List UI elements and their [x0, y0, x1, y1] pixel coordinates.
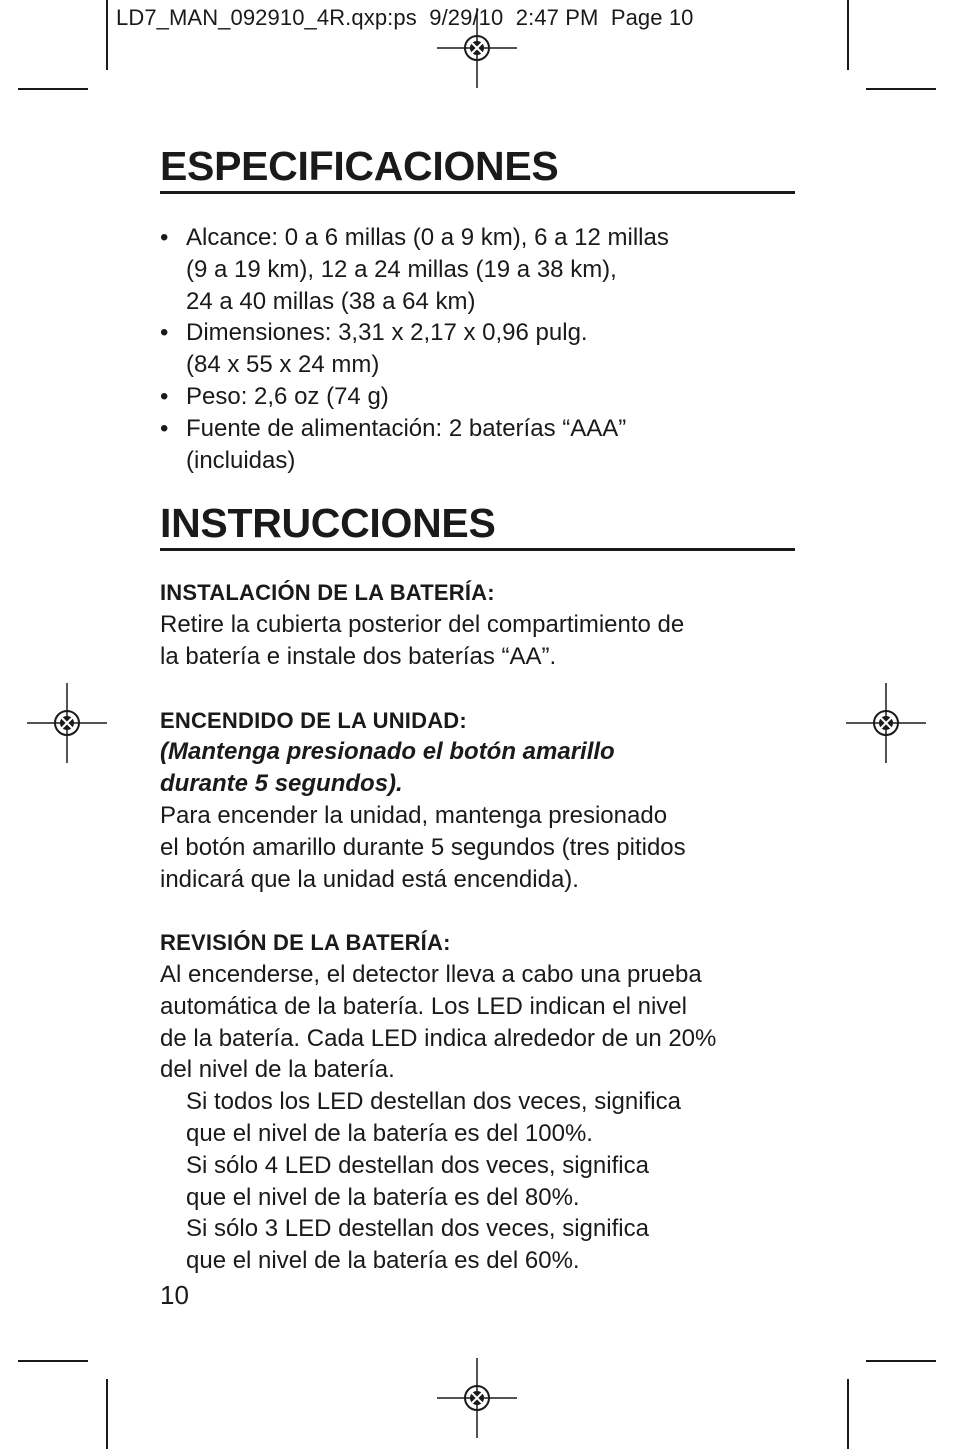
registration-mark-icon: [437, 8, 517, 88]
paragraph-line: Para encender la unidad, mantenga presionado: [160, 801, 668, 829]
paragraph-line: Al encenderse, el detector lleva a cabo una prueba: [160, 960, 702, 988]
spacer: [160, 895, 795, 927]
instructions-heading: INSTRUCCIONES: [160, 500, 795, 551]
paragraph-line: de la batería. Cada LED indica alrededor de un 20%: [160, 1024, 717, 1052]
registration-mark-icon: [27, 683, 107, 763]
paragraph-line: la batería e instale dos baterías “AA”.: [160, 642, 557, 670]
section-subheading: durante 5 segundos).: [160, 770, 403, 798]
power-on-section: [160, 705, 795, 896]
spec-line: Dimensiones: 3,31 x 2,17 x 0,96 pulg.: [186, 319, 588, 347]
indented-line: que el nivel de la batería es del 60%.: [186, 1247, 580, 1275]
bullet: •: [160, 319, 169, 347]
bullet: •: [160, 224, 169, 251]
spec-line: Alcance: 0 a 6 millas (0 a 9 km), 6 a 12 millas: [186, 224, 669, 251]
crop-mark-top-right-horizontal: [866, 88, 936, 90]
section-subheading: (Mantenga presionado el botón amarillo: [160, 738, 615, 766]
spec-line: Peso: 2,6 oz (74 g): [186, 382, 389, 410]
crop-mark-bottom-right-horizontal: [866, 1360, 936, 1362]
spacer: [160, 673, 795, 705]
specifications-list: [160, 222, 795, 476]
battery-install-section: [160, 577, 795, 672]
spec-line: Fuente de alimentación: 2 baterías “AAA”: [186, 414, 627, 442]
spec-line: 24 a 40 millas (38 a 64 km): [186, 287, 476, 315]
paragraph-line: automática de la batería. Los LED indican el nivel: [160, 992, 687, 1020]
specifications-heading: ESPECIFICACIONES: [160, 143, 795, 194]
slug-line: LD7_MAN_092910_4R.qxp:ps 9/29/10 2:47 PM Page 10: [116, 5, 694, 30]
paragraph-line: el botón amarillo durante 5 segundos (tres pitidos: [160, 833, 686, 861]
crop-mark-bottom-left-horizontal: [18, 1360, 88, 1362]
battery-check-section: [160, 927, 795, 1277]
crop-mark-top-right-vertical: [847, 0, 849, 70]
paragraph-line: del nivel de la batería.: [160, 1056, 395, 1084]
bullet: •: [160, 414, 169, 442]
spec-line: (84 x 55 x 24 mm): [186, 351, 380, 379]
registration-mark-icon: [846, 683, 926, 763]
crop-mark-bottom-left-vertical: [106, 1379, 108, 1449]
section-heading: REVISIÓN DE LA BATERÍA:: [160, 930, 451, 956]
section-heading: ENCENDIDO DE LA UNIDAD:: [160, 707, 467, 733]
spec-line: (9 a 19 km), 12 a 24 millas (19 a 38 km),: [186, 255, 617, 283]
page-number: 10: [160, 1280, 189, 1310]
paragraph-line: Retire la cubierta posterior del compartimiento de: [160, 611, 685, 639]
indented-line: que el nivel de la batería es del 100%.: [186, 1119, 593, 1147]
indented-line: Si todos los LED destellan dos veces, significa: [186, 1088, 681, 1116]
indented-line: Si sólo 4 LED destellan dos veces, significa: [186, 1151, 649, 1179]
list-item: [160, 381, 795, 413]
list-item: [160, 317, 795, 381]
list-item: [160, 222, 795, 317]
paragraph-line: indicará que la unidad está encendida).: [160, 865, 579, 893]
registration-mark-icon: [437, 1358, 517, 1438]
indented-line: que el nivel de la batería es del 80%.: [186, 1183, 580, 1211]
page-content: [160, 143, 795, 1277]
bullet: •: [160, 382, 169, 410]
spec-line: (incluidas): [186, 446, 296, 474]
list-item: [160, 413, 795, 477]
crop-mark-bottom-right-vertical: [847, 1379, 849, 1449]
section-heading: INSTALACIÓN DE LA BATERÍA:: [160, 580, 495, 606]
indented-line: Si sólo 3 LED destellan dos veces, significa: [186, 1215, 649, 1243]
crop-mark-top-left-vertical: [106, 0, 108, 70]
crop-mark-top-left-horizontal: [18, 88, 88, 90]
